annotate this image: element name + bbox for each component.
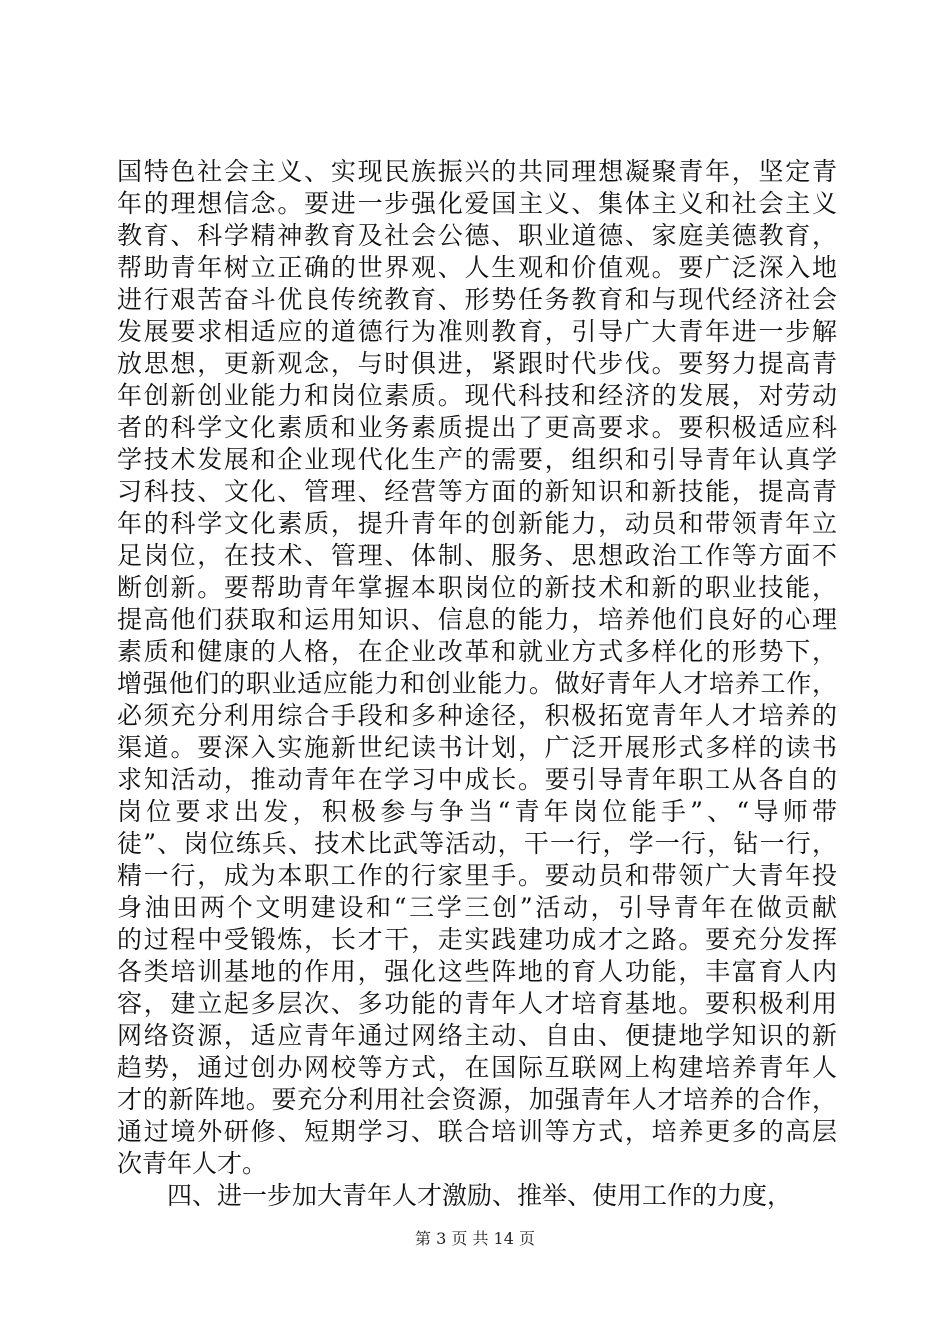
text-line: 放思想，更新观念，与时俱进，紧跟时代步伐。要努力提高青 (117, 349, 837, 378)
section-heading-line: 四、进一步加大青年人才激励、推举、使用工作的力度， (167, 1181, 793, 1210)
text-line: 教育、科学精神教育及社会公德、职业道德、家庭美德教育， (117, 221, 837, 250)
text-line: 足岗位，在技术、管理、体制、服务、思想政治工作等方面不 (117, 541, 837, 570)
text-line: 渠道。要深入实施新世纪读书计划，广泛开展形式多样的读书 (117, 733, 837, 762)
text-line: 者的科学文化素质和业务素质提出了更高要求。要积极适应科 (117, 413, 837, 442)
text-line: 提高他们获取和运用知识、信息的能力，培养他们良好的心理 (117, 605, 837, 634)
text-line: 网络资源，适应青年通过网络主动、自由、便捷地学知识的新 (117, 1021, 837, 1050)
text-line: 身油田两个文明建设和“三学三创”活动，引导青年在做贡献 (117, 893, 837, 922)
text-line: 年的科学文化素质，提升青年的创新能力，动员和带领青年立 (117, 509, 837, 538)
text-line: 徒”、岗位练兵、技术比武等活动，干一行，学一行，钻一行， (117, 829, 837, 858)
text-line: 进行艰苦奋斗优良传统教育、形势任务教育和与现代经济社会 (117, 285, 837, 314)
text-line: 各类培训基地的作用，强化这些阵地的育人功能，丰富育人内 (117, 957, 837, 986)
text-line: 通过境外研修、短期学习、联合培训等方式，培养更多的高层 (117, 1117, 837, 1146)
text-line: 帮助青年树立正确的世界观、人生观和价值观。要广泛深入地 (117, 253, 837, 282)
text-line: 岗位要求出发，积极参与争当“青年岗位能手”、“导师带 (117, 797, 837, 826)
text-line: 精一行，成为本职工作的行家里手。要动员和带领广大青年投 (117, 861, 837, 890)
body-text (117, 156, 837, 1212)
text-line: 习科技、文化、管理、经营等方面的新知识和新技能，提高青 (117, 477, 837, 506)
text-line: 才的新阵地。要充分利用社会资源，加强青年人才培养的合作， (117, 1085, 837, 1114)
text-line: 的过程中受锻炼，长才干，走实践建功成才之路。要充分发挥 (117, 925, 837, 954)
text-line: 年的理想信念。要进一步强化爱国主义、集体主义和社会主义 (117, 189, 837, 218)
text-line: 求知活动，推动青年在学习中成长。要引导青年职工从各自的 (117, 765, 837, 794)
text-line: 增强他们的职业适应能力和创业能力。做好青年人才培养工作， (117, 669, 837, 698)
text-line: 断创新。要帮助青年掌握本职岗位的新技术和新的职业技能， (117, 573, 837, 602)
text-line: 素质和健康的人格，在企业改革和就业方式多样化的形势下， (117, 637, 837, 666)
text-line: 国特色社会主义、实现民族振兴的共同理想凝聚青年，坚定青 (117, 157, 837, 186)
text-line: 年创新创业能力和岗位素质。现代科技和经济的发展，对劳动 (117, 381, 837, 410)
text-line: 次青年人才。 (117, 1149, 268, 1178)
text-line: 容，建立起多层次、多功能的青年人才培育基地。要积极利用 (117, 989, 837, 1018)
text-line: 学技术发展和企业现代化生产的需要，组织和引导青年认真学 (117, 445, 837, 474)
text-line: 发展要求相适应的道德行为准则教育，引导广大青年进一步解 (117, 317, 837, 346)
text-line: 必须充分利用综合手段和多种途径，积极拓宽青年人才培养的 (117, 701, 837, 730)
text-line: 趋势，通过创办网校等方式，在国际互联网上构建培养青年人 (117, 1053, 837, 1082)
page-footer: 第 3 页 共 14 页 (415, 1229, 535, 1248)
